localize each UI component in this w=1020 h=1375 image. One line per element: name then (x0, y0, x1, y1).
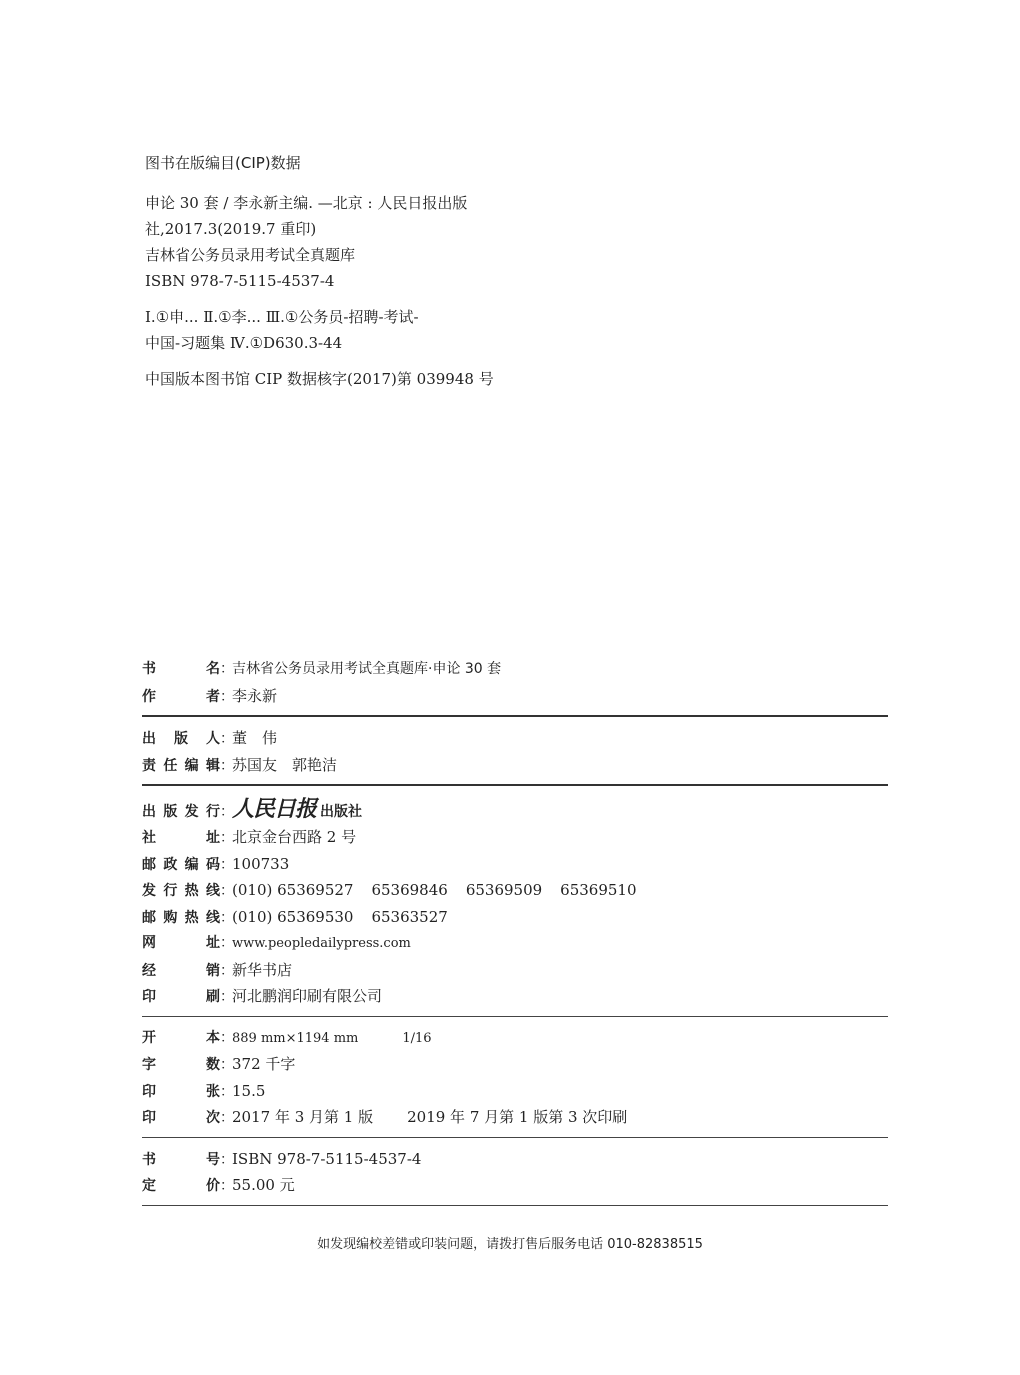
sales-hotline-value (232, 877, 655, 904)
cip-line: 申论 30 套 / 李永新主编. —北京 : 人民日报出版 (145, 194, 468, 212)
row-postcode: 邮 政 编 码 ： 100733 (142, 851, 888, 878)
label-word-count: 字 数 (142, 1057, 220, 1073)
label-book-title: 书 名 (142, 661, 220, 677)
cip-line: 吉林省公务员录用考试全真题库 (145, 246, 356, 264)
phone-number: 65369846 (371, 881, 448, 899)
cip-record-number: 中国版本图书馆 CIP 数据核字(2017)第 039948 号 (145, 370, 494, 388)
cip-classification-line: Ⅰ.①申... Ⅱ.①李... Ⅲ.①公务员-招聘-考试- (145, 308, 419, 326)
cip-heading: 图书在版编目(CIP)数据 (145, 154, 301, 172)
row-sales-hotline: 发 行 热 线 ： (010) 65369527 65369846 65369509 65369510 (142, 877, 888, 904)
label-format: 开 本 (142, 1029, 220, 1046)
after-sales-notice: 如发现编校差错或印装问题，请拨打售后服务电话 010-82838515 (317, 1237, 703, 1252)
row-distributor: 出 版 发 行 ： 人民日报 出版社 (142, 794, 888, 824)
phone-number: 65369509 (465, 881, 543, 899)
postcode-value: 100733 (232, 854, 290, 873)
label-distributor: 出 版 发 行 (142, 804, 220, 820)
book-title-value: 吉林省公务员录用考试全真题库·申论 30 套 (232, 661, 502, 677)
editors-value: 苏国友 郭艳洁 (232, 755, 338, 774)
impression-value: 2017 年 3 月第 1 版 2019 年 7 月第 1 版第 3 次印刷 (232, 1108, 628, 1126)
row-distribution: 经 销 ： 新华书店 (142, 957, 888, 984)
row-sheets: 印 张 ： 15.5 (142, 1078, 888, 1105)
printer-value: 河北鹏润印刷有限公司 (232, 987, 383, 1005)
row-impression: 印 次 ： 2017 年 3 月第 1 版 2019 年 7 月第 1 版第 3 次印刷 (142, 1104, 888, 1131)
isbn-value: ISBN 978-7-5115-4537-4 (232, 1149, 422, 1168)
address-value: 北京金台西路 2 号 (232, 828, 357, 846)
row-book-title: 书 名 ： 吉林省公务员录用考试全真题库·申论 30 套 (142, 656, 888, 683)
divider (142, 1137, 888, 1138)
publisher-logo-calligraphy: 人民日报 (232, 796, 317, 822)
cip-line: 社,2017.3(2019.7 重印) (145, 220, 317, 238)
format-value: 889 mm×1194 mm 1/16 (232, 1030, 432, 1046)
label-mail-hotline: 邮 购 热 线 (142, 909, 220, 926)
distribution-value: 新华书店 (232, 960, 293, 979)
sheets-value: 15.5 (232, 1081, 266, 1100)
row-word-count: 字 数 ： 372 千字 (142, 1051, 888, 1078)
divider (142, 715, 888, 717)
phone-number: 65369510 (560, 881, 637, 899)
row-editors: 责 任 编 辑 ： 苏国友 郭艳洁 (142, 752, 888, 779)
cip-line: ISBN 978-7-5115-4537-4 (145, 272, 335, 290)
website-value: www.peopledailypress.com (232, 936, 411, 951)
phone-number: 65363527 (371, 907, 448, 926)
publisher-logo-suffix: 出版社 (320, 804, 363, 820)
label-distribution: 经 销 (142, 962, 220, 979)
row-mail-hotline: 邮 购 热 线 ： (010) 65369530 65363527 (142, 904, 888, 931)
label-sheets: 印 张 (142, 1083, 220, 1100)
label-sales-hotline: 发 行 热 线 (142, 883, 220, 899)
mail-hotline-value (232, 904, 466, 931)
phone-number: (010) 65369530 (232, 907, 354, 926)
phone-number: (010) 65369527 (232, 881, 354, 899)
row-website: 网 址 ： www.peopledailypress.com (142, 930, 888, 957)
cip-classification-line: 中国-习题集 Ⅳ.①D630.3-44 (145, 334, 343, 352)
label-postcode: 邮 政 编 码 (142, 856, 220, 873)
publisher-person-value: 董 伟 (232, 729, 278, 747)
row-address: 社 址 ： 北京金台西路 2 号 (142, 824, 888, 851)
row-format: 开 本 ： 889 mm×1194 mm 1/16 (142, 1025, 888, 1052)
row-publisher-person: 出 版 人 ： 董 伟 (142, 725, 888, 752)
divider (142, 784, 888, 786)
price-value: 55.00 元 (232, 1176, 295, 1194)
divider (142, 1205, 888, 1206)
label-editors: 责 任 编 辑 (142, 757, 220, 774)
divider (142, 1016, 888, 1017)
row-author: 作 者 ： 李永新 (142, 683, 888, 710)
cip-block (145, 152, 905, 392)
label-printer: 印 刷 (142, 989, 220, 1005)
row-isbn: 书 号 ： ISBN 978-7-5115-4537-4 (142, 1146, 888, 1173)
label-website: 网 址 (142, 935, 220, 951)
word-count-value: 372 千字 (232, 1055, 296, 1073)
label-price: 定 价 (142, 1178, 220, 1194)
label-isbn: 书 号 (142, 1151, 220, 1168)
label-address: 社 址 (142, 830, 220, 846)
row-price: 定 价 ： 55.00 元 (142, 1172, 888, 1199)
label-author: 作 者 (142, 688, 220, 705)
label-publisher-person: 出 版 人 (142, 731, 220, 747)
label-impression: 印 次 (142, 1110, 220, 1126)
colophon (142, 656, 888, 1214)
publisher-logo (232, 794, 362, 827)
row-printer: 印 刷 ： 河北鹏润印刷有限公司 (142, 983, 888, 1010)
author-value: 李永新 (232, 686, 278, 705)
